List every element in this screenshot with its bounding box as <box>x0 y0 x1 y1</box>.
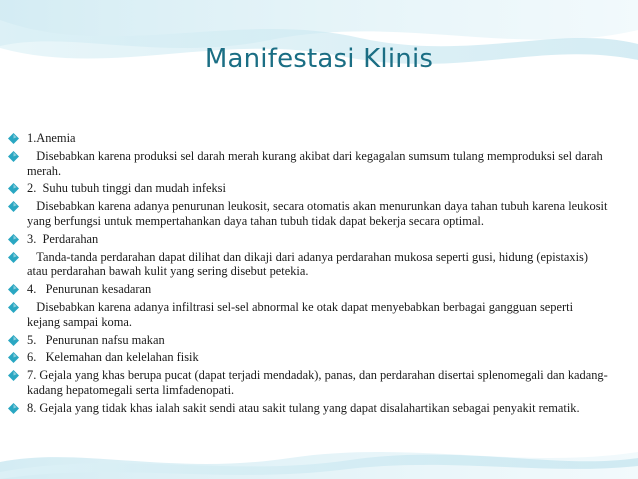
list-item <box>8 401 608 416</box>
slide-title: Manifestasi Klinis <box>204 44 434 74</box>
list-item <box>8 368 608 398</box>
diamond-bullet-icon <box>8 201 19 212</box>
diamond-bullet-icon <box>8 284 19 295</box>
list-item <box>8 300 608 330</box>
bullet-list <box>8 131 611 419</box>
diamond-bullet-icon <box>8 370 19 381</box>
list-item-text: 7. Gejala yang khas berupa pucat (dapat terjadi mendadak), panas, dan perdarahan disertai splenomegali dan kadang-kadang hepatomegali serta limfadenopati. <box>27 368 608 397</box>
diamond-bullet-icon <box>8 302 19 313</box>
list-item <box>8 181 608 196</box>
list-item <box>8 250 608 280</box>
diamond-bullet-icon <box>8 403 19 414</box>
diamond-bullet-icon <box>8 252 19 263</box>
list-item-text: Disebabkan karena adanya penurunan leukosit, secara otomatis akan menurunkan daya tahan tubuh karena leukosit yang berfungsi untuk mempertahankan daya tahan tubuh tidak dapat bekerja secara optimal. <box>27 199 611 228</box>
list-item-text: 5. Penurunan nafsu makan <box>27 332 165 347</box>
list-item-text: Tanda-tanda perdarahan dapat dilihat dan dikaji dari adanya perdarahan mukosa seperti gusi, hidung (epistaxis) atau perdarahan bawah kulit yang sering disebut petekia. <box>27 249 592 279</box>
diamond-bullet-icon <box>8 234 19 245</box>
list-item <box>8 131 608 146</box>
list-item-text: 2. Suhu tubuh tinggi dan mudah infeksi <box>27 181 226 196</box>
list-item-text: 8. Gejala yang tidak khas ialah sakit sendi atau sakit tulang yang dapat disalahartikan sebagai penyakit rematik. <box>27 400 580 415</box>
diamond-bullet-icon <box>8 183 19 194</box>
list-item <box>8 350 608 365</box>
list-item <box>8 199 611 229</box>
diamond-bullet-icon <box>8 151 19 162</box>
list-item-text: 6. Kelemahan dan kelelahan fisik <box>27 350 199 365</box>
diamond-bullet-icon <box>8 335 19 346</box>
list-item-text: 1.Anemia <box>27 131 76 145</box>
diamond-bullet-icon <box>8 352 19 363</box>
list-item <box>8 232 608 247</box>
list-item <box>8 333 608 348</box>
list-item-text: Disebabkan karena produksi sel darah merah kurang akibat dari kegagalan sumsum tulang memproduksi sel darah merah. <box>27 148 606 178</box>
list-item-text: 4. Penurunan kesadaran <box>27 282 152 297</box>
list-item-text: Disebabkan karena adanya infiltrasi sel-sel abnormal ke otak dapat menyebabkan berbagai gangguan seperti kejang sampai koma. <box>27 299 577 329</box>
list-item <box>8 282 608 297</box>
list-item-text: 3. Perdarahan <box>27 231 99 246</box>
diamond-bullet-icon <box>8 133 19 144</box>
list-item <box>8 149 608 179</box>
